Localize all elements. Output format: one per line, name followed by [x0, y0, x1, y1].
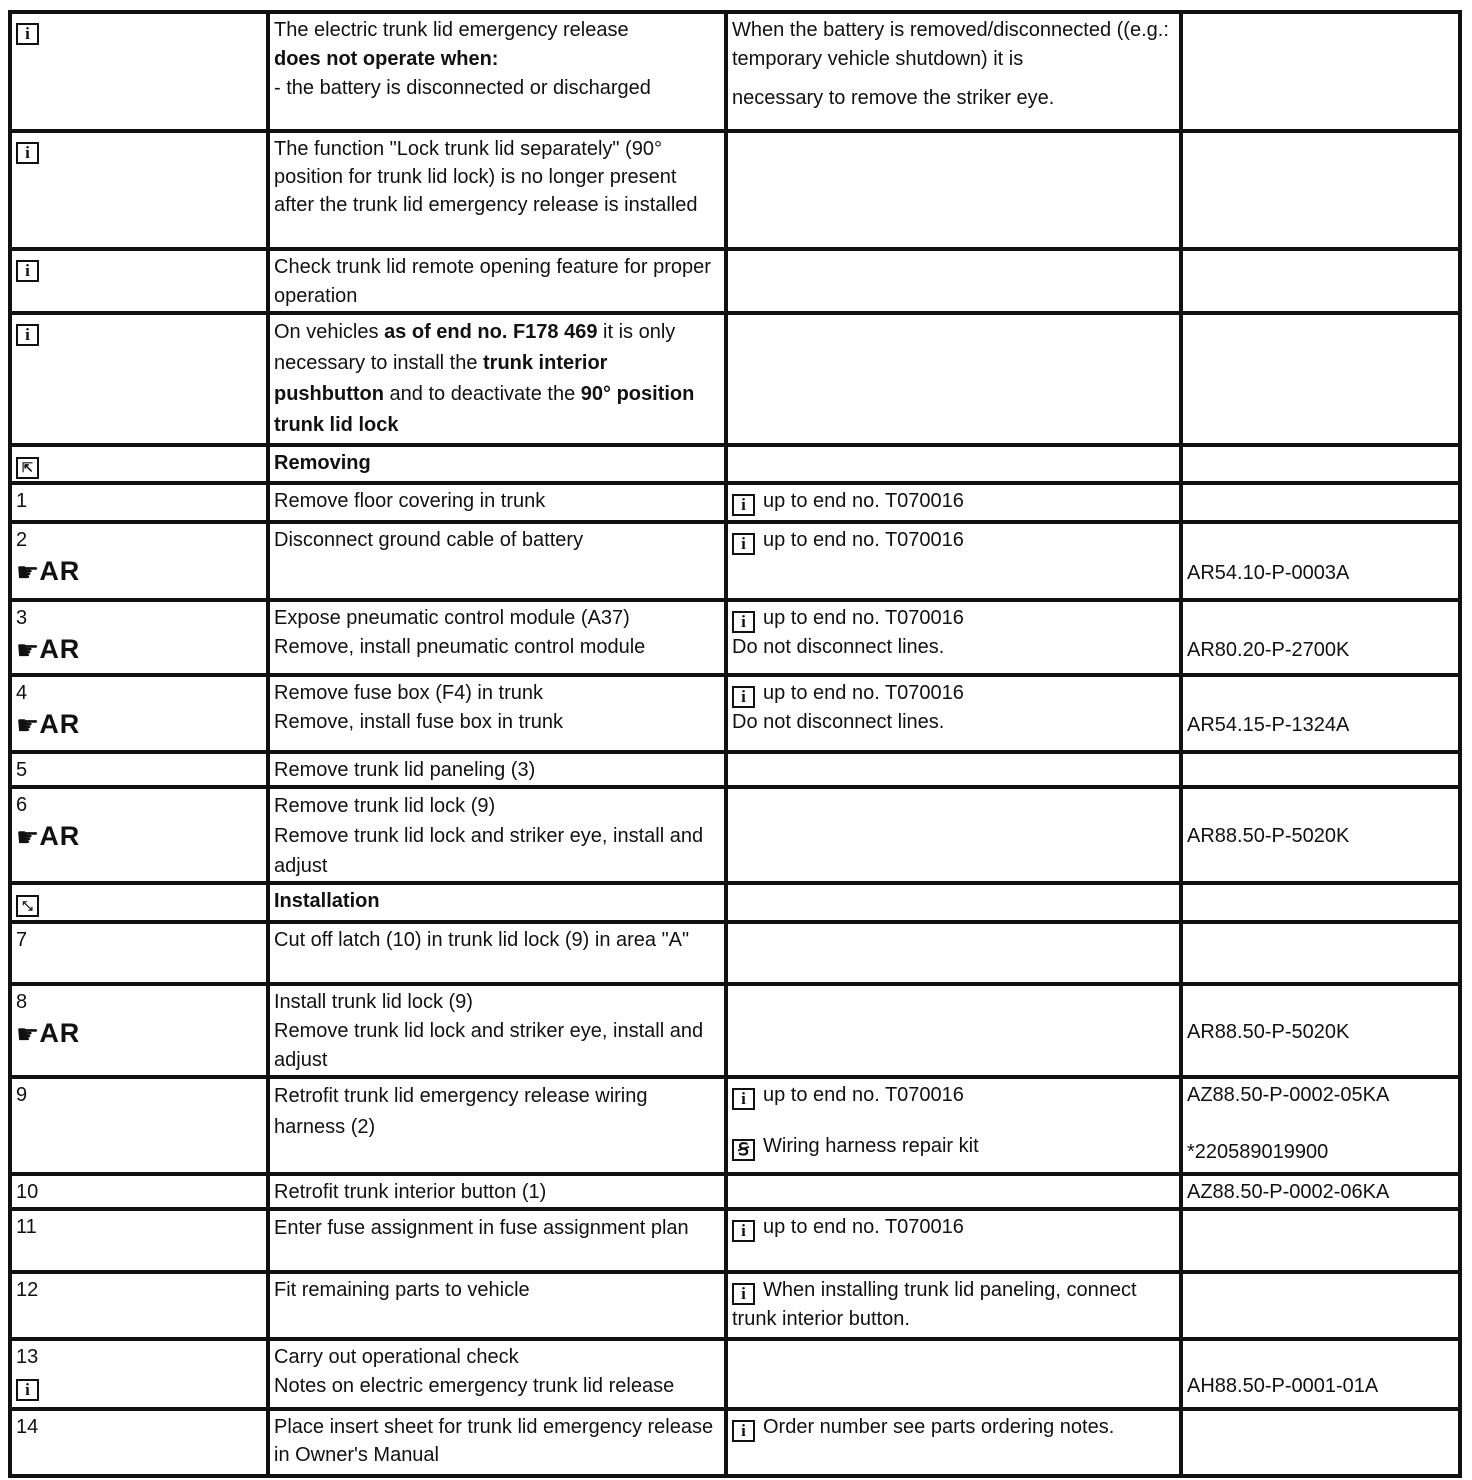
note-text: The electric trunk lid emergency release	[274, 19, 629, 41]
step-text: Install trunk lid lock (9)	[274, 991, 473, 1013]
document-reference-link[interactable]: AR80.20-P-2700K	[1181, 600, 1460, 675]
step-note: When installing trunk lid paneling, connect trunk interior button.	[732, 1279, 1137, 1330]
note-text: - the battery is disconnected or discharged	[274, 77, 651, 99]
ar-reference-marker	[16, 557, 80, 588]
step-text: Fit remaining parts to vehicle	[268, 1272, 726, 1339]
step-number: 13	[16, 1346, 39, 1368]
step-link[interactable]: Notes on electric emergency trunk lid release	[274, 1375, 675, 1397]
info-icon: i	[732, 1220, 755, 1242]
step-number: 2	[16, 529, 28, 551]
step-text: Retrofit trunk lid emergency release wiring harness (2)	[268, 1077, 726, 1174]
info-icon: i	[16, 23, 39, 45]
table-row	[10, 12, 1460, 131]
step-number: 6	[16, 794, 28, 816]
info-icon: i	[732, 1420, 755, 1442]
step-number: 8	[16, 991, 28, 1013]
step-number: 7	[10, 922, 268, 984]
table-row	[10, 483, 1460, 522]
table-row	[10, 313, 1460, 445]
pointing-hand-icon: ☛	[16, 710, 40, 740]
table-row	[10, 675, 1460, 752]
step-note: up to end no. T070016	[763, 490, 964, 512]
ar-reference-marker	[16, 1019, 80, 1050]
table-row	[10, 1174, 1460, 1209]
info-icon: i	[16, 1379, 39, 1401]
tool-kit-icon: Ꞩ	[732, 1139, 755, 1161]
step-text: Remove, install pneumatic control module	[274, 636, 646, 658]
note-text-bold: does not operate when:	[274, 48, 499, 70]
step-number: 4	[16, 682, 28, 704]
step-text: Remove fuse box (F4) in trunk	[274, 682, 543, 704]
step-text: Disconnect ground cable of battery	[268, 522, 726, 600]
pointing-hand-icon: ☛	[16, 1019, 40, 1049]
section-row	[10, 445, 1460, 483]
info-icon: i	[16, 324, 39, 346]
ar-label: AR	[39, 1018, 81, 1048]
document-reference-link[interactable]: AR54.15-P-1324A	[1181, 675, 1460, 752]
info-icon: i	[732, 1283, 755, 1305]
step-number: 1	[10, 483, 268, 522]
note-text: On vehicles	[274, 321, 385, 343]
document-reference-link[interactable]: AH88.50-P-0001-01A	[1181, 1339, 1460, 1409]
step-text: Enter fuse assignment in fuse assignment plan	[268, 1209, 726, 1272]
pointing-hand-icon: ☛	[16, 557, 40, 587]
procedure-table	[8, 10, 1462, 1478]
step-number: 14	[10, 1409, 268, 1476]
step-note: Do not disconnect lines.	[732, 636, 945, 658]
section-heading: Removing	[274, 452, 371, 474]
table-row	[10, 787, 1460, 883]
info-icon: i	[732, 533, 755, 555]
note-text: and to deactivate the	[383, 383, 581, 405]
step-number: 5	[10, 752, 268, 787]
step-note: up to end no. T070016	[763, 529, 964, 551]
ar-label: AR	[39, 556, 81, 586]
info-icon: i	[732, 494, 755, 516]
step-text: Cut off latch (10) in trunk lid lock (9) in area "A"	[268, 922, 726, 984]
step-number: 3	[16, 607, 28, 629]
step-text: Retrofit trunk interior button (1)	[268, 1174, 726, 1209]
document-reference-link[interactable]: AZ88.50-P-0002-05KA	[1187, 1084, 1390, 1106]
ar-label: AR	[39, 821, 81, 851]
step-text: Remove trunk lid lock (9)	[274, 795, 496, 817]
step-text: Remove trunk lid lock and striker eye, install and adjust	[274, 1020, 704, 1071]
ar-label: AR	[39, 709, 81, 739]
note-text: necessary to remove the striker eye.	[732, 87, 1055, 109]
table-row	[10, 131, 1460, 249]
note-text-bold: trunk interior pushbutton	[274, 352, 608, 405]
note-text: When the battery is removed/disconnected ((e.g.: temporary vehicle shutdown) it is	[732, 19, 1169, 70]
part-number: *220589019900	[1187, 1141, 1329, 1163]
table-row	[10, 1077, 1460, 1174]
section-heading: Installation	[274, 890, 380, 912]
table-row	[10, 984, 1460, 1077]
step-text: Remove trunk lid lock and striker eye, install and adjust	[274, 825, 704, 877]
table-row	[10, 600, 1460, 675]
step-text: Remove floor covering in trunk	[268, 483, 726, 522]
step-note: up to end no. T070016	[763, 682, 964, 704]
info-icon: i	[732, 611, 755, 633]
document-reference-link[interactable]: AR54.10-P-0003A	[1181, 522, 1460, 600]
ar-reference-marker	[16, 822, 80, 853]
table-row	[10, 249, 1460, 313]
step-note: up to end no. T070016	[763, 607, 964, 629]
step-note: up to end no. T070016	[763, 1084, 964, 1106]
table-row	[10, 1209, 1460, 1272]
document-reference-link[interactable]: AR88.50-P-5020K	[1181, 787, 1460, 883]
note-text: it is only necessary to install the	[274, 321, 676, 374]
step-text: Place insert sheet for trunk lid emergency release in Owner's Manual	[268, 1409, 726, 1476]
table-row	[10, 1339, 1460, 1409]
step-text: Expose pneumatic control module (A37)	[274, 607, 630, 629]
installation-icon: ⤡	[16, 895, 39, 917]
info-icon: i	[16, 260, 39, 282]
note-text-bold: 90° position trunk lid lock	[274, 383, 695, 436]
pointing-hand-icon: ☛	[16, 822, 40, 852]
ar-reference-marker	[16, 635, 80, 666]
ar-label: AR	[39, 634, 81, 664]
table-row	[10, 1272, 1460, 1339]
step-number: 12	[10, 1272, 268, 1339]
info-icon: i	[732, 1088, 755, 1110]
table-row	[10, 922, 1460, 984]
document-reference-link[interactable]: AZ88.50-P-0002-06KA	[1181, 1174, 1460, 1209]
step-text: Remove trunk lid paneling (3)	[268, 752, 726, 787]
step-number: 11	[10, 1209, 268, 1272]
step-note: Do not disconnect lines.	[732, 711, 945, 733]
info-icon: i	[16, 142, 39, 164]
table-row	[10, 522, 1460, 600]
table-row	[10, 752, 1460, 787]
step-text: Carry out operational check	[274, 1346, 519, 1368]
table-row	[10, 1409, 1460, 1476]
info-icon: i	[732, 686, 755, 708]
step-note: Wiring harness repair kit	[763, 1135, 979, 1157]
pointing-hand-icon: ☛	[16, 635, 40, 665]
step-number: 9	[10, 1077, 268, 1174]
note-text-bold: as of end no. F178 469	[384, 321, 598, 343]
step-text: Remove, install fuse box in trunk	[274, 711, 564, 733]
step-number: 10	[10, 1174, 268, 1209]
ar-reference-marker	[16, 710, 80, 741]
step-note: Order number see parts ordering notes.	[763, 1416, 1115, 1438]
note-text: Check trunk lid remote opening feature for proper operation	[268, 249, 726, 313]
step-note: up to end no. T070016	[763, 1216, 964, 1238]
removing-icon: ⇱	[16, 457, 39, 479]
section-row	[10, 883, 1460, 922]
document-reference-link[interactable]: AR88.50-P-5020K	[1181, 984, 1460, 1077]
note-text: The function "Lock trunk lid separately" (90° position for trunk lid lock) is no longer present after the trunk lid emergency release is installed	[268, 131, 726, 249]
